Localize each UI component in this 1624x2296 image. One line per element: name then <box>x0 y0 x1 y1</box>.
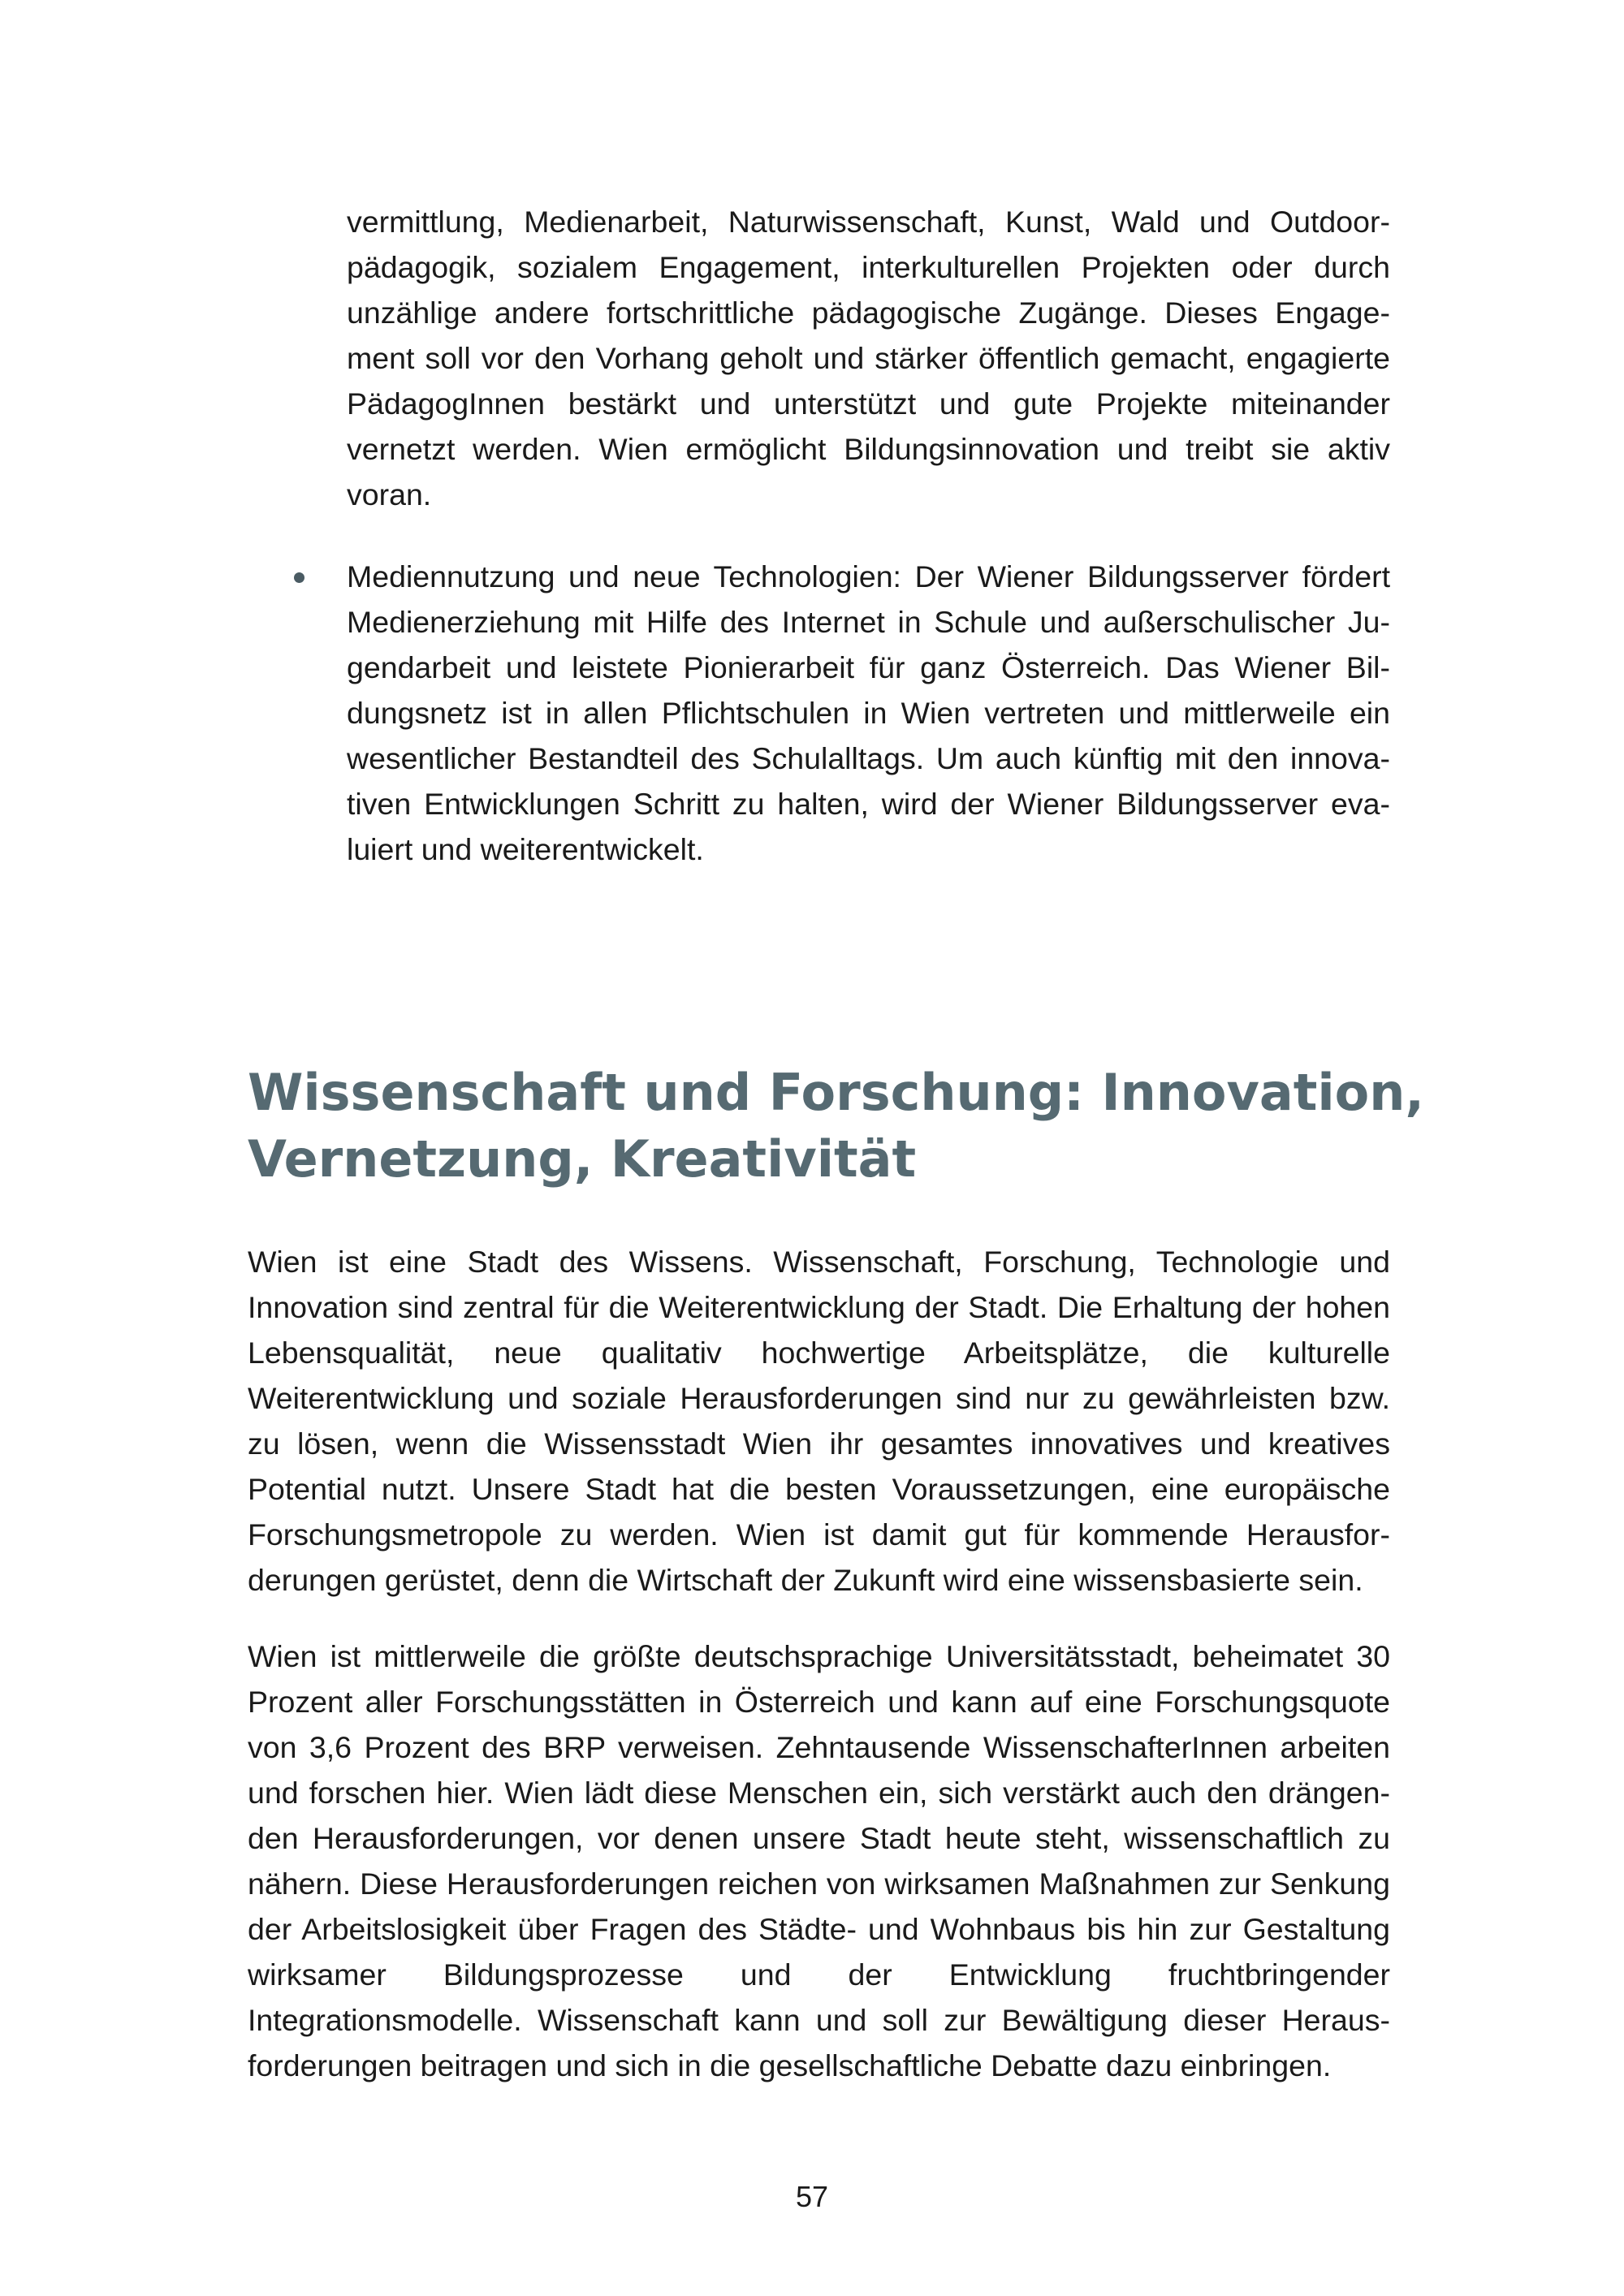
list-item-text: Mediennutzung und neue Technologien: Der Wiener Bildungsserver fördert Medienerziehung mit Hilfe des Internet in Schule und außerschulischer Jugendarbeit und leistete Pionierarbeit für ganz Österreich. Das Wiener Bildungsnetz ist in allen Pflichtschulen in Wien vertreten und mittlerweile ein wesentlicher Bestandteil des Schulalltags. Um auch künftig mit den innovativen Entwicklungen Schritt zu halten, wird der Wiener Bildungsserver evaluiert und weiterentwickelt. <box>347 559 1390 866</box>
body-paragraph: Wien ist eine Stadt des Wissens. Wissenschaft, Forschung, Technologie und Innovation sind zentral für die Weiterentwicklung der Stadt. Die Erhaltung der hohen Lebensqualität, neue qualitativ hochwertige Arbeitsplätze, die kulturelle Weiterentwicklung und soziale Herausforderungen sind nur zu gewährleisten bzw. zu lösen, wenn die Wissensstadt Wien ihr gesamtes innovatives und kreatives Potential nutzt. Unsere Stadt hat die besten Voraussetzungen, eine europäische Forschungsmetropole zu werden. Wien ist damit gut für kommende Herausforderungen gerüstet, denn die Wirtschaft der Zukunft wird eine wissensbasierte sein. <box>248 1245 1390 1597</box>
section-heading <box>248 1060 1466 1193</box>
continuation-paragraph: vermittlung, Medienarbeit, Naturwissenschaft, Kunst, Wald und Outdoorpädagogik, sozialem Engagement, interkulturellen Projekten oder durch unzählige andere fortschrittliche pädagogische Zugänge. Dieses Engagement soll vor den Vorhang geholt und stärker öffentlich gemacht, engagierte PädagogInnen bestärkt und unterstützt und gute Projekte miteinander vernetzt werden. Wien ermöglicht Bildungsinnovation und treibt sie aktiv voran. <box>347 205 1390 511</box>
page-number: 57 <box>795 2180 829 2213</box>
section-heading-line-1: Wissenschaft und Forschung: Innovation, <box>248 1063 1424 1122</box>
section-heading-line-2: Vernetzung, Kreativität <box>248 1129 917 1189</box>
body-paragraph: Wien ist mittlerweile die größte deutschsprachige Universitätsstadt, beheimatet 30 Prozent aller Forschungsstätten in Österreich und kann auf eine Forschungsquote von 3,6 Prozent des BRP verweisen. Zehntausende WissenschafterInnen arbeiten und forschen hier. Wien lädt diese Menschen ein, sich verstärkt auch den drängenden Herausforderungen, vor denen unsere Stadt heute steht, wissenschaftlich zu nähern. Diese Herausforderungen reichen von wirksamen Maßnahmen zur Senkung der Arbeitslosigkeit über Fragen des Städte- und Wohnbaus bis hin zur Gestaltung wirksamer Bildungsprozesse und der Entwicklung fruchtbringender Integrationsmodelle. Wissenschaft kann und soll zur Bewältigung dieser Herausforderungen beitragen und sich in die gesellschaftliche Debatte dazu einbringen. <box>248 1639 1390 2082</box>
bullet-icon <box>294 572 304 583</box>
